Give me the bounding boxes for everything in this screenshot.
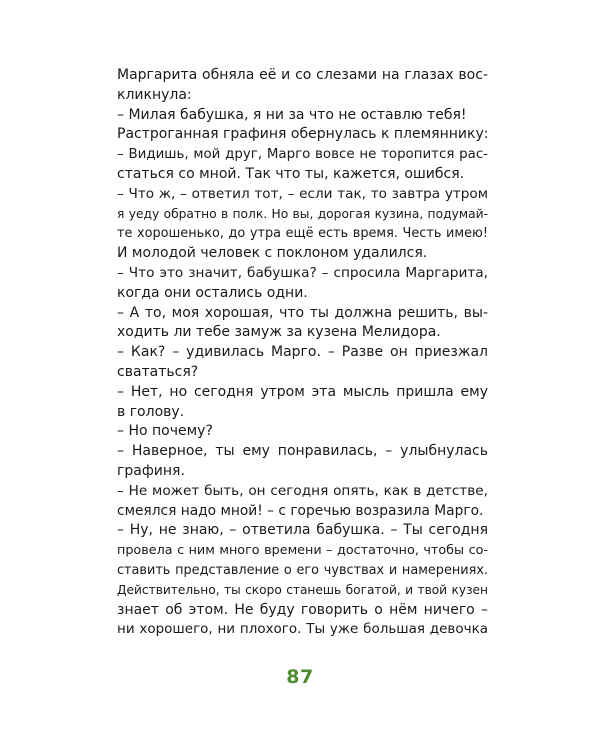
text-line: ходить ли тебе замуж за кузена Мелидора.: [117, 324, 441, 341]
text-line: – Милая бабушка, я ни за что не оставлю тебя!: [117, 106, 467, 123]
text-line: свататься?: [117, 363, 199, 380]
text-line: знает об этом. Не буду говорить о нём ничего –: [117, 601, 488, 618]
text-line: графиня.: [117, 462, 185, 479]
text-line: ни хорошего, ни плохого. Ты уже большая девочка: [117, 621, 488, 638]
text-line: И молодой человек с поклоном удалился.: [117, 245, 428, 262]
text-line: в голову.: [117, 403, 185, 420]
text-line: статься со мной. Так что ты, кажется, ошибся.: [117, 165, 465, 182]
text-line: провела с ним много времени – достаточно, чтобы со-: [117, 543, 488, 559]
text-line: те хорошенько, до утра ещё есть время. Честь имею!: [117, 226, 488, 242]
text-line: Действительно, ты скоро станешь богатой, и твой кузен: [117, 582, 488, 597]
text-line: – Нет, но сегодня утром эта мысль пришла ему: [117, 383, 488, 400]
text-line: – Видишь, мой друг, Марго вовсе не торопится рас-: [117, 147, 488, 163]
text-line: – Но почему?: [117, 423, 213, 440]
text-line: – Как? – удивилась Марго. – Разве он приезжал: [117, 344, 488, 361]
text-line: ставить представление о его чувствах и намерениях.: [117, 562, 488, 578]
text-line: Растроганная графиня обернулась к племяннику:: [117, 126, 489, 143]
text-line: – Ну, не знаю, – ответила бабушка. – Ты сегодня: [117, 522, 488, 539]
text-line: – Не может быть, он сегодня опять, как в детстве,: [117, 482, 488, 499]
text-line: – Что ж, – ответил тот, – если так, то завтра утром: [117, 185, 488, 202]
text-line: я уеду обратно в полк. Но вы, дорогая кузина, подумай-: [117, 206, 488, 221]
text-line: кликнула:: [117, 86, 192, 103]
text-line: – А то, моя хорошая, что ты должна решить, вы-: [117, 304, 488, 321]
text-line: когда они остались одни.: [117, 284, 308, 301]
page-number: 87: [286, 666, 314, 688]
text-line: – Что это значит, бабушка? – спросила Маргарита,: [117, 264, 488, 281]
book-text: [117, 66, 488, 640]
text-line: – Наверное, ты ему понравилась, – улыбнулась: [117, 443, 488, 460]
text-line: Маргарита обняла её и со слезами на глазах вос-: [117, 67, 488, 83]
text-line: смеялся надо мной! – с горечью возразила Марго.: [117, 502, 484, 519]
